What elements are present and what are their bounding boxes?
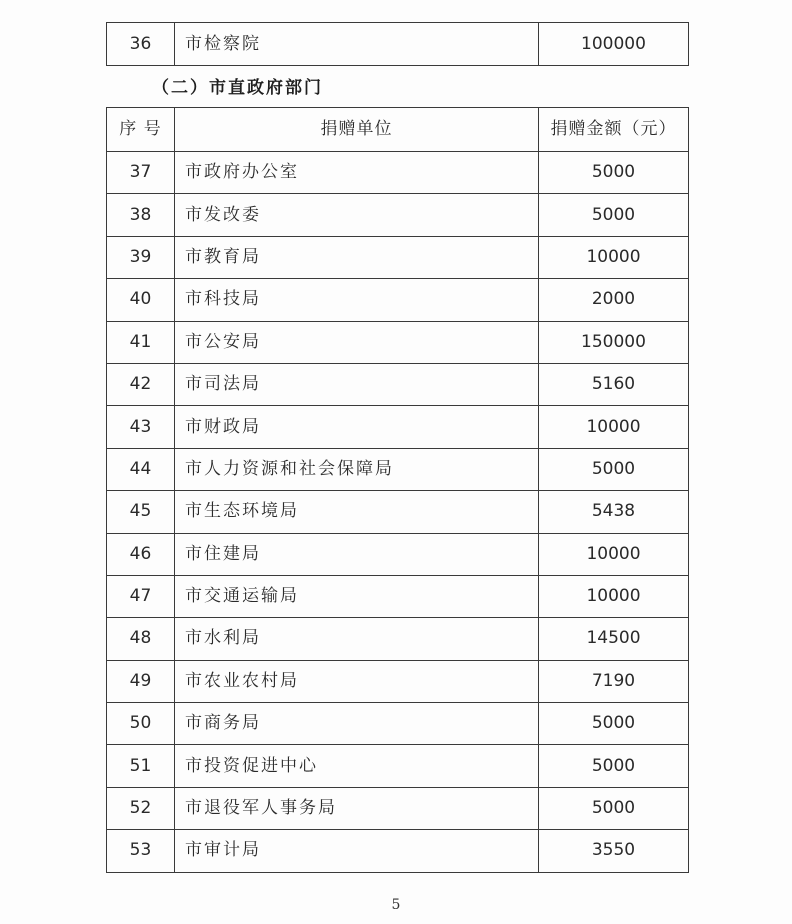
table-row: [107, 491, 689, 533]
row-number: 47: [107, 575, 175, 617]
table-row: [107, 745, 689, 787]
donor-unit: 市检察院: [175, 23, 539, 66]
donor-unit: 市交通运输局: [175, 575, 539, 617]
table-body: [107, 152, 689, 873]
donation-amount: 5000: [539, 745, 689, 787]
table-row: [107, 363, 689, 405]
donor-unit: 市教育局: [175, 236, 539, 278]
header-unit: 捐赠单位: [175, 108, 539, 152]
donation-table: [106, 107, 689, 873]
row-number: 44: [107, 448, 175, 490]
row-number: 43: [107, 406, 175, 448]
table-row: [107, 236, 689, 278]
donation-amount: 150000: [539, 321, 689, 363]
row-number: 42: [107, 363, 175, 405]
row-number: 37: [107, 152, 175, 194]
table-row: [107, 279, 689, 321]
table-row: [107, 575, 689, 617]
donation-amount: 5000: [539, 194, 689, 236]
table-row: [107, 152, 689, 194]
donation-amount: 100000: [539, 23, 689, 66]
donation-amount: 5000: [539, 152, 689, 194]
donation-amount: 10000: [539, 533, 689, 575]
table-row: [107, 406, 689, 448]
previous-section-table: [106, 22, 689, 66]
row-number: 50: [107, 703, 175, 745]
table-row: [107, 830, 689, 872]
table-row: [107, 660, 689, 702]
donor-unit: 市财政局: [175, 406, 539, 448]
row-number: 52: [107, 787, 175, 829]
table-row: [107, 618, 689, 660]
row-number: 39: [107, 236, 175, 278]
page-number: 5: [391, 897, 401, 913]
donation-amount: 10000: [539, 575, 689, 617]
donor-unit: 市司法局: [175, 363, 539, 405]
table-row: [107, 533, 689, 575]
donor-unit: 市科技局: [175, 279, 539, 321]
table-row: [107, 321, 689, 363]
section-title: （二）市直政府部门: [152, 78, 323, 98]
row-number: 51: [107, 745, 175, 787]
donation-amount: 3550: [539, 830, 689, 872]
donor-unit: 市水利局: [175, 618, 539, 660]
donation-amount: 5000: [539, 703, 689, 745]
row-number: 53: [107, 830, 175, 872]
donor-unit: 市审计局: [175, 830, 539, 872]
table-row: [107, 703, 689, 745]
donation-amount: 5000: [539, 787, 689, 829]
donation-amount: 5000: [539, 448, 689, 490]
row-number: 36: [107, 23, 175, 66]
header-amount: 捐赠金额（元）: [539, 108, 689, 152]
donation-amount: 7190: [539, 660, 689, 702]
donor-unit: 市农业农村局: [175, 660, 539, 702]
row-number: 49: [107, 660, 175, 702]
row-number: 48: [107, 618, 175, 660]
row-number: 38: [107, 194, 175, 236]
donor-unit: 市政府办公室: [175, 152, 539, 194]
donor-unit: 市退役军人事务局: [175, 787, 539, 829]
donor-unit: 市住建局: [175, 533, 539, 575]
table-row: [107, 194, 689, 236]
donor-unit: 市商务局: [175, 703, 539, 745]
donation-amount: 2000: [539, 279, 689, 321]
donor-unit: 市生态环境局: [175, 491, 539, 533]
donation-amount: 5438: [539, 491, 689, 533]
row-number: 40: [107, 279, 175, 321]
table-row: [107, 448, 689, 490]
row-number: 46: [107, 533, 175, 575]
row-number: 45: [107, 491, 175, 533]
donor-unit: 市投资促进中心: [175, 745, 539, 787]
table-header-row: [107, 108, 689, 152]
donation-amount: 5160: [539, 363, 689, 405]
donation-amount: 10000: [539, 406, 689, 448]
table-row: [107, 23, 689, 66]
table-row: [107, 787, 689, 829]
donor-unit: 市人力资源和社会保障局: [175, 448, 539, 490]
header-number: 序 号: [107, 108, 175, 152]
donation-amount: 14500: [539, 618, 689, 660]
donor-unit: 市发改委: [175, 194, 539, 236]
donation-amount: 10000: [539, 236, 689, 278]
donor-unit: 市公安局: [175, 321, 539, 363]
row-number: 41: [107, 321, 175, 363]
